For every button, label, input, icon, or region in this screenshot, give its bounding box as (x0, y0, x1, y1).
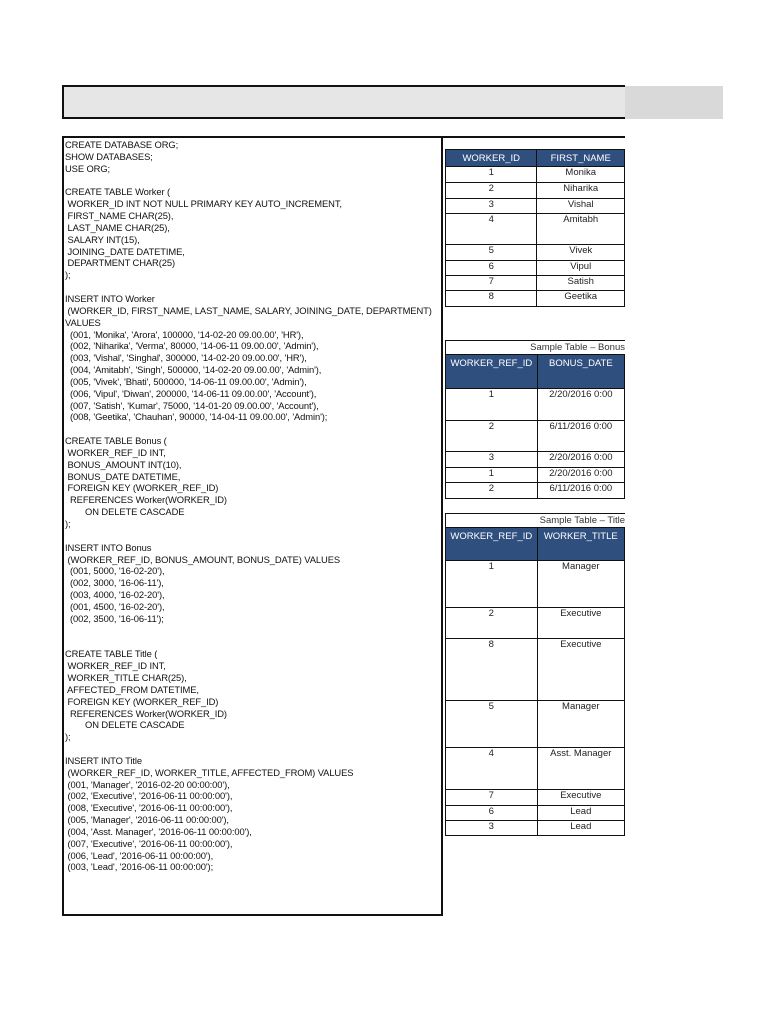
bonus-table-caption (445, 340, 625, 354)
table-cell: Satish (537, 276, 625, 291)
table-row (446, 167, 625, 183)
bonus-table (445, 354, 625, 499)
table-row (446, 261, 625, 276)
table-cell: 6/11/2016 0:00 (537, 483, 624, 499)
sql-line: REFERENCES Worker(WORKER_ID) (65, 494, 227, 506)
table-row (446, 790, 625, 806)
table-row (446, 421, 625, 452)
table-row (446, 701, 625, 748)
sql-line: JOINING_DATE DATETIME, (65, 245, 185, 257)
table-cell: 7 (446, 790, 538, 806)
table-row (446, 639, 625, 701)
sql-line: (002, 'Niharika', 'Verma', 80000, '14-06-11 09.00.00', 'Admin'), (65, 340, 319, 352)
table-row (446, 452, 625, 468)
sql-line: INSERT INTO Bonus (65, 541, 152, 553)
page-banner (62, 85, 625, 119)
table-cell: 2 (446, 483, 538, 499)
table-cell: 1 (446, 389, 538, 421)
table-cell: 1 (446, 468, 538, 483)
sql-line: BONUS_DATE DATETIME, (65, 470, 181, 482)
sql-line (65, 636, 441, 648)
sql-line: CREATE TABLE Worker ( (65, 186, 171, 198)
table-row (446, 821, 625, 836)
table-row (446, 291, 625, 307)
table-cell: Amitabh (537, 214, 625, 245)
sql-line: (001, 5000, '16-02-20'), (65, 565, 165, 577)
title-table (445, 527, 625, 836)
table-cell: Manager (537, 701, 624, 748)
table-cell: 8 (446, 291, 537, 307)
table-cell: Lead (537, 806, 624, 821)
sql-line: (WORKER_ID, FIRST_NAME, LAST_NAME, SALARY, JOINING_DATE, DEPARTMENT) (65, 304, 432, 316)
table-cell: 2/20/2016 0:00 (537, 452, 624, 468)
table-cell: Manager (537, 561, 624, 608)
sql-line: (003, 'Lead', '2016-06-11 00:00:00'); (65, 861, 214, 873)
worker-table-header: FIRST_NAME (537, 150, 625, 167)
sql-line: (006, 'Lead', '2016-06-11 00:00:00'), (65, 849, 214, 861)
sql-line: (WORKER_REF_ID, WORKER_TITLE, AFFECTED_FROM) VALUES (65, 766, 354, 778)
table-row (446, 389, 625, 421)
table-cell: 3 (446, 199, 537, 214)
caption-text: Sample Table – Bonus (530, 342, 625, 353)
table-cell: 8 (446, 639, 538, 701)
table-cell: Executive (537, 639, 624, 701)
table-cell: 5 (446, 245, 537, 261)
table-row (446, 748, 625, 790)
table-cell: Vipul (537, 261, 625, 276)
worker-table (445, 149, 625, 307)
table-cell: 7 (446, 276, 537, 291)
table-cell: Vivek (537, 245, 625, 261)
sql-line: ); (65, 731, 71, 743)
panel-top-border (443, 136, 625, 138)
table-cell: 2/20/2016 0:00 (537, 389, 624, 421)
title-table-caption (445, 513, 625, 527)
sql-line (65, 175, 441, 187)
table-cell: 6 (446, 261, 537, 276)
sql-line: AFFECTED_FROM DATETIME, (65, 683, 199, 695)
sql-line: (003, 'Vishal', 'Singhal', 300000, '14-02-20 09.00.00', 'HR'), (65, 352, 307, 364)
sql-line: (007, 'Executive', '2016-06-11 00:00:00'), (65, 837, 233, 849)
table-cell: 5 (446, 701, 538, 748)
table-cell: 4 (446, 214, 537, 245)
table-row (446, 806, 625, 821)
table-cell: Executive (537, 608, 624, 639)
table-cell: 2 (446, 421, 538, 452)
caption-text: Sample Table – Title (539, 515, 625, 526)
sql-line (65, 423, 441, 435)
sql-line: (005, 'Manager', '2016-06-11 00:00:00'), (65, 814, 229, 826)
sql-line: BONUS_AMOUNT INT(10), (65, 458, 182, 470)
table-cell: 3 (446, 821, 538, 836)
worker-table-header: WORKER_ID (446, 150, 537, 167)
sql-line: ); (65, 269, 71, 281)
sql-line: (005, 'Vivek', 'Bhati', 500000, '14-06-11 09.00.00', 'Admin'), (65, 375, 307, 387)
sql-line (65, 743, 441, 755)
sql-line: (004, 'Asst. Manager', '2016-06-11 00:00:00'), (65, 825, 252, 837)
table-cell: Lead (537, 821, 624, 836)
sql-line: (003, 4000, '16-02-20'), (65, 589, 165, 601)
sql-line: (002, 'Executive', '2016-06-11 00:00:00'), (65, 790, 233, 802)
sql-line: (004, 'Amitabh', 'Singh', 500000, '14-02-20 09.00.00', 'Admin'), (65, 364, 322, 376)
table-row (446, 214, 625, 245)
table-row (446, 183, 625, 199)
table-row (446, 276, 625, 291)
table-cell: 4 (446, 748, 538, 790)
table-cell: 1 (446, 561, 538, 608)
sql-line: USE ORG; (65, 162, 111, 174)
sql-line: WORKER_REF_ID INT, (65, 446, 166, 458)
sample-tables-panel (443, 136, 625, 856)
sql-script-box (62, 136, 443, 916)
sql-line: INSERT INTO Worker (65, 292, 155, 304)
sql-line: SALARY INT(15), (65, 233, 140, 245)
table-cell: 6 (446, 806, 538, 821)
sql-line (65, 281, 441, 293)
table-cell: Geetika (537, 291, 625, 307)
table-cell: Niharika (537, 183, 625, 199)
table-row (446, 245, 625, 261)
sql-line: LAST_NAME CHAR(25), (65, 221, 170, 233)
sql-line: FOREIGN KEY (WORKER_REF_ID) (65, 482, 219, 494)
table-cell: Monika (537, 167, 625, 183)
sql-line: WORKER_REF_ID INT, (65, 660, 166, 672)
sql-line: CREATE DATABASE ORG; (65, 139, 179, 150)
bonus-table-header: WORKER_REF_ID (446, 355, 538, 389)
table-row (446, 468, 625, 483)
sql-line: (001, 'Manager', '2016-02-20 00:00:00'), (65, 778, 230, 790)
table-row (446, 199, 625, 214)
table-cell: 2 (446, 608, 538, 639)
table-row (446, 608, 625, 639)
table-cell: 2 (446, 183, 537, 199)
table-cell: 6/11/2016 0:00 (537, 421, 624, 452)
sql-line: (002, 3000, '16-06-11'), (65, 577, 164, 589)
sql-line: VALUES (65, 316, 101, 328)
table-cell: 3 (446, 452, 538, 468)
table-row (446, 483, 625, 499)
sql-line: (008, 'Executive', '2016-06-11 00:00:00'), (65, 802, 233, 814)
table-row (446, 561, 625, 608)
table-cell: 1 (446, 167, 537, 183)
sql-line: (008, 'Geetika', 'Chauhan', 90000, '14-04-11 09.00.00', 'Admin'); (65, 411, 328, 423)
sql-line: (002, 3500, '16-06-11'); (65, 612, 164, 624)
sql-line: (001, 'Monika', 'Arora', 100000, '14-02-20 09.00.00', 'HR'), (65, 328, 304, 340)
sql-line: SHOW DATABASES; (65, 150, 153, 162)
sql-line: (006, 'Vipul', 'Diwan', 200000, '14-06-11 09.00.00', 'Account'), (65, 387, 317, 399)
sql-line: REFERENCES Worker(WORKER_ID) (65, 707, 227, 719)
sql-script (64, 138, 441, 873)
bonus-table-header: BONUS_DATE (537, 355, 624, 389)
banner-extension (625, 86, 723, 119)
sql-line: (007, 'Satish', 'Kumar', 75000, '14-01-20 09.00.00', 'Account'), (65, 399, 319, 411)
sql-line (65, 530, 441, 542)
title-table-header: WORKER_TITLE (537, 528, 624, 561)
sql-line: WORKER_ID INT NOT NULL PRIMARY KEY AUTO_INCREMENT, (65, 198, 342, 210)
sql-line: CREATE TABLE Bonus ( (65, 435, 167, 447)
sql-line: DEPARTMENT CHAR(25) (65, 257, 175, 269)
sql-line: WORKER_TITLE CHAR(25), (65, 671, 187, 683)
table-cell: Vishal (537, 199, 625, 214)
sql-line: FIRST_NAME CHAR(25), (65, 210, 174, 222)
table-cell: Executive (537, 790, 624, 806)
sql-line: INSERT INTO Title (65, 754, 142, 766)
sql-line: ON DELETE CASCADE (65, 506, 185, 518)
table-cell: Asst. Manager (537, 748, 624, 790)
sql-line: (WORKER_REF_ID, BONUS_AMOUNT, BONUS_DATE) VALUES (65, 553, 341, 565)
title-table-header: WORKER_REF_ID (446, 528, 538, 561)
sql-line: FOREIGN KEY (WORKER_REF_ID) (65, 695, 219, 707)
sql-line: CREATE TABLE Title ( (65, 648, 158, 660)
sql-line: ); (65, 518, 71, 529)
table-cell: 2/20/2016 0:00 (537, 468, 624, 483)
sql-line (65, 625, 441, 637)
sql-line: (001, 4500, '16-02-20'), (65, 600, 165, 612)
sql-line: ON DELETE CASCADE (65, 719, 185, 731)
